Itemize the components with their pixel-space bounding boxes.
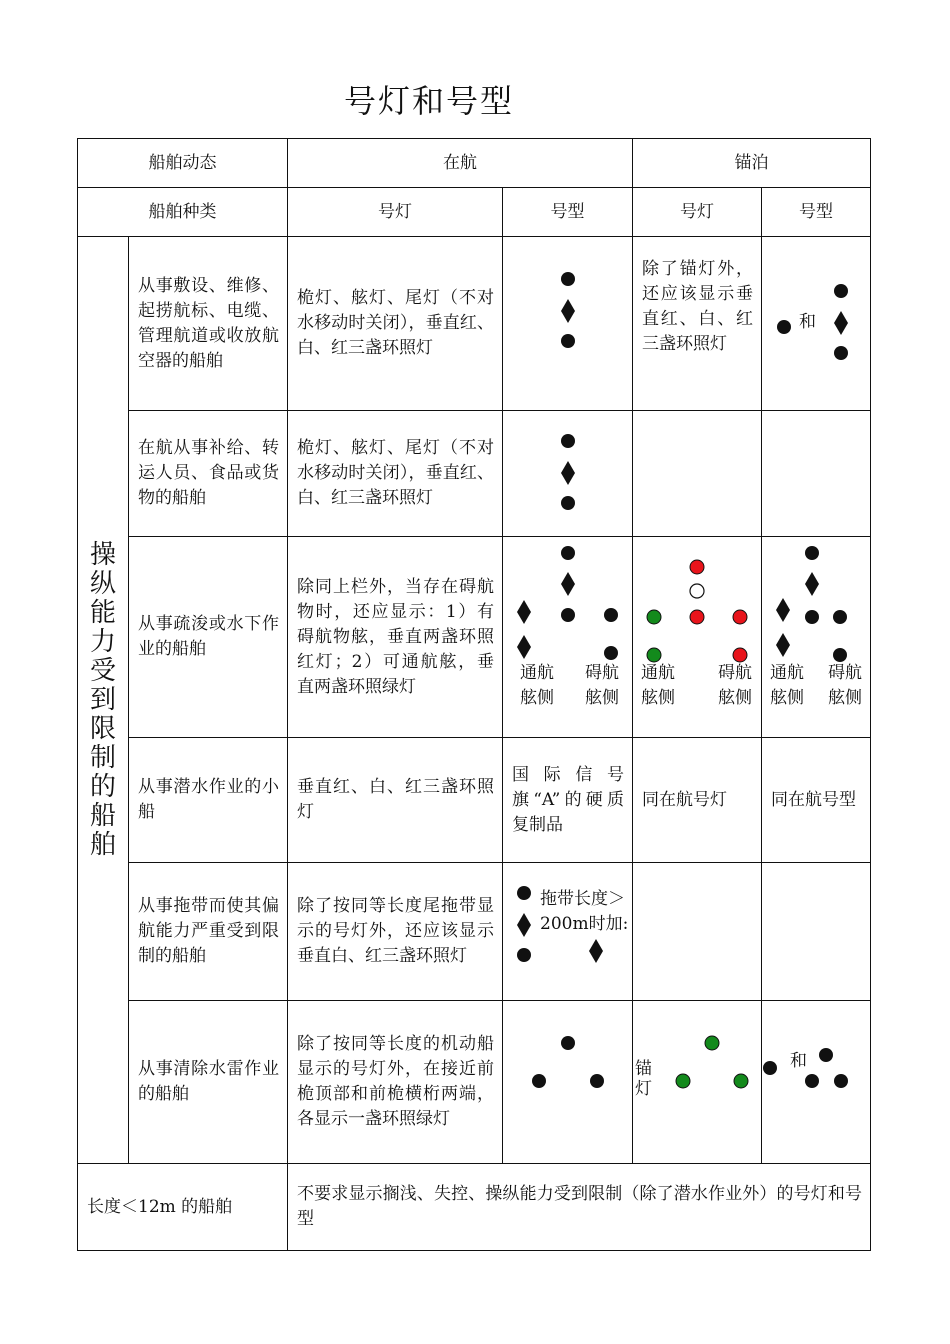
ball-shape bbox=[777, 320, 791, 334]
and-label: 和 bbox=[799, 312, 816, 332]
ball-shape bbox=[590, 1074, 604, 1088]
ship-type-cell: 从事疏浚或水下作业的船舶 bbox=[129, 537, 288, 738]
red-light bbox=[690, 560, 704, 574]
anchored-shape-cell bbox=[762, 237, 871, 411]
diamond-shape bbox=[561, 461, 575, 485]
ball-shape bbox=[819, 1048, 833, 1062]
underway-shape-cell bbox=[503, 411, 633, 537]
diamond-shape bbox=[517, 600, 531, 624]
ball-diamond-ball-signal bbox=[503, 411, 633, 536]
ball-shape bbox=[763, 1061, 777, 1075]
header-underway-shape: 号型 bbox=[503, 188, 633, 237]
green-light bbox=[647, 610, 661, 624]
underway-shape-cell bbox=[503, 863, 633, 1001]
ball-shape bbox=[561, 496, 575, 510]
page-title: 号灯和号型 bbox=[344, 82, 515, 120]
ball-shape bbox=[561, 334, 575, 348]
anchored-light-cell: 除了锚灯外，还应该显示垂直红、白、红三盏环照灯 bbox=[633, 237, 762, 411]
block-side-label: 舷侧 bbox=[585, 688, 619, 708]
ship-type-cell: 从事潜水作业的小船 bbox=[129, 738, 288, 863]
table-row bbox=[78, 537, 871, 738]
ball-shape bbox=[561, 546, 575, 560]
pass-side-label: 舷侧 bbox=[641, 688, 675, 708]
anchored-light-cell bbox=[633, 537, 762, 738]
anchored-light-cell: 同在航号灯 bbox=[633, 738, 762, 863]
signals-table bbox=[77, 138, 871, 1251]
ship-type-cell: 在航从事补给、转运人员、食品或货物的船舶 bbox=[129, 411, 288, 537]
pass-side-label: 舷侧 bbox=[770, 688, 804, 708]
table-row bbox=[78, 863, 871, 1001]
table-row bbox=[78, 738, 871, 863]
ball-shape bbox=[805, 1074, 819, 1088]
block-side-label: 舷侧 bbox=[718, 688, 752, 708]
anchored-shape-cell bbox=[762, 1001, 871, 1164]
red-light bbox=[733, 648, 747, 662]
green-light bbox=[705, 1036, 719, 1050]
block-side-label: 碍航 bbox=[828, 663, 862, 683]
ball-shape bbox=[604, 608, 618, 622]
ball-shape bbox=[604, 646, 618, 660]
diamond-shape bbox=[517, 913, 531, 937]
header-anchored-light: 号灯 bbox=[633, 188, 762, 237]
diamond-shape bbox=[517, 635, 531, 659]
underway-light-cell: 除同上栏外，当存在碍航物时，还应显示：1）有碍航物舷，垂直两盏环照红灯；2）可通航舷，垂直两盏环照绿灯 bbox=[288, 537, 503, 738]
ball-shape bbox=[561, 1036, 575, 1050]
underway-light-cell: 垂直红、白、红三盏环照灯 bbox=[288, 738, 503, 863]
anchor-light-label: 锚灯 bbox=[635, 1059, 652, 1099]
ball-shape bbox=[517, 886, 531, 900]
ball-shape bbox=[532, 1074, 546, 1088]
ball-shape bbox=[561, 272, 575, 286]
underway-shape-cell bbox=[503, 237, 633, 411]
and-label: 和 bbox=[790, 1051, 807, 1071]
diamond-shape bbox=[834, 311, 848, 335]
diamond-shape bbox=[805, 572, 819, 596]
tow-length-note: 拖带长度＞ 200m时加: bbox=[540, 889, 629, 934]
green-light bbox=[734, 1074, 748, 1088]
header-underway: 在航 bbox=[288, 139, 633, 188]
anchored-shape-cell bbox=[762, 537, 871, 738]
anchored-shape-cell bbox=[762, 863, 871, 1001]
ship-type-cell: 从事清除水雷作业的船舶 bbox=[129, 1001, 288, 1164]
footer-ship-type: 长度＜12m 的船舶 bbox=[78, 1164, 288, 1251]
underway-light-cell: 除了按同等长度尾拖带显示的号灯外，还应该显示垂直白、红三盏环照灯 bbox=[288, 863, 503, 1001]
ball-shape bbox=[833, 648, 847, 662]
ball-shape bbox=[561, 608, 575, 622]
header-ship-status: 船舶动态 bbox=[78, 139, 288, 188]
underway-light-cell: 除了按同等长度的机动船显示的号灯外，在接近前桅顶部和前桅横桁两端，各显示一盏环照绿灯 bbox=[288, 1001, 503, 1164]
ball-shape bbox=[833, 610, 847, 624]
diamond-shape bbox=[561, 299, 575, 323]
anchored-shape-cell bbox=[762, 411, 871, 537]
minesweeping-shape-signal bbox=[503, 1001, 633, 1163]
footer-note: 不要求显示搁浅、失控、操纵能力受到限制（除了潜水作业外）的号灯和号型 bbox=[288, 1164, 871, 1251]
block-side-label: 碍航 bbox=[585, 663, 619, 683]
red-light bbox=[733, 610, 747, 624]
header-underway-light: 号灯 bbox=[288, 188, 503, 237]
ball-diamond-ball-signal bbox=[503, 237, 633, 410]
ball-shape bbox=[561, 434, 575, 448]
underway-shape-cell bbox=[503, 537, 633, 738]
diamond-shape bbox=[776, 633, 790, 657]
header-ship-type: 船舶种类 bbox=[78, 188, 288, 237]
block-side-label: 碍航 bbox=[718, 663, 752, 683]
anchored-light-cell bbox=[633, 411, 762, 537]
ship-type-cell: 从事拖带而使其偏航能力严重受到限制的船舶 bbox=[129, 863, 288, 1001]
header-anchored: 锚泊 bbox=[633, 139, 871, 188]
group-label: 操 纵 能 力 受 到 限 制 的 船 舶 bbox=[78, 237, 129, 1164]
green-light bbox=[647, 648, 661, 662]
diamond-shape bbox=[589, 939, 603, 963]
white-light bbox=[690, 584, 704, 598]
minesweeping-anchor-shape-signal bbox=[762, 1001, 871, 1163]
pass-side-label: 通航 bbox=[641, 663, 675, 683]
pass-side-label: 通航 bbox=[520, 663, 554, 683]
underway-shape-cell bbox=[503, 1001, 633, 1164]
anchored-shape-cell: 同在航号型 bbox=[762, 738, 871, 863]
table-row bbox=[78, 1001, 871, 1164]
block-side-label: 舷侧 bbox=[828, 688, 862, 708]
ball-shape bbox=[834, 284, 848, 298]
diamond-shape bbox=[561, 572, 575, 596]
green-light bbox=[676, 1074, 690, 1088]
header-row-type bbox=[78, 188, 871, 237]
ball-shape bbox=[834, 346, 848, 360]
anchored-light-cell bbox=[633, 863, 762, 1001]
ball-shape bbox=[834, 1074, 848, 1088]
underway-shape-cell: 国际信号旗“A”的硬质复制品 bbox=[503, 738, 633, 863]
underway-light-cell: 桅灯、舷灯、尾灯（不对水移动时关闭），垂直红、白、红三盏环照灯 bbox=[288, 237, 503, 411]
table-row bbox=[78, 411, 871, 537]
diamond-shape bbox=[776, 598, 790, 622]
header-anchored-shape: 号型 bbox=[762, 188, 871, 237]
ball-shape bbox=[805, 546, 819, 560]
pass-side-label: 通航 bbox=[770, 663, 804, 683]
red-light bbox=[690, 610, 704, 624]
underway-light-cell: 桅灯、舷灯、尾灯（不对水移动时关闭），垂直红、白、红三盏环照灯 bbox=[288, 411, 503, 537]
ship-type-cell: 从事敷设、维修、起捞航标、电缆、管理航道或收放航空器的船舶 bbox=[129, 237, 288, 411]
header-row-status bbox=[78, 139, 871, 188]
anchored-light-cell bbox=[633, 1001, 762, 1164]
table-row bbox=[78, 237, 871, 411]
anchor-ball-plus-signal bbox=[762, 237, 871, 410]
pass-side-label: 舷侧 bbox=[520, 688, 554, 708]
footer-row bbox=[78, 1164, 871, 1251]
ball-shape bbox=[517, 948, 531, 962]
ball-shape bbox=[805, 610, 819, 624]
